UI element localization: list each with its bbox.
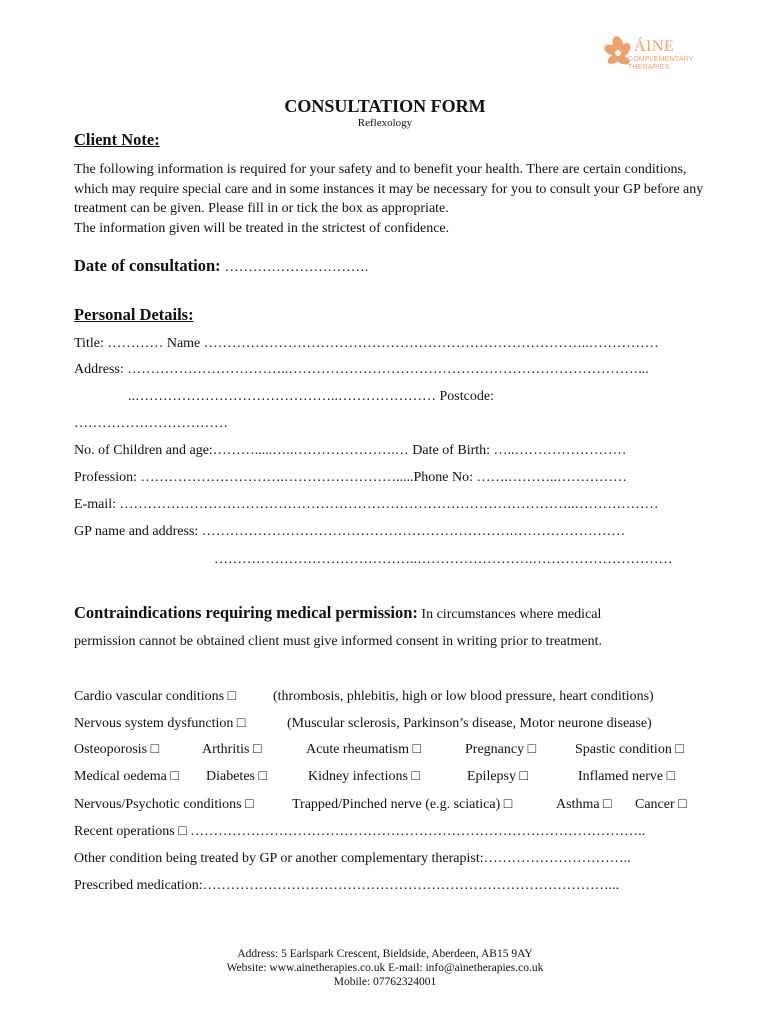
address-field-line1[interactable]: Address: ……………………………..…………………………………………………………………... — [74, 362, 649, 377]
cardio-details: (thrombosis, phlebitis, high or low blood pressure, heart conditions) — [273, 689, 654, 704]
contraindications-title: Contraindications requiring medical permission: — [74, 603, 418, 622]
personal-details-heading: Personal Details: — [74, 305, 194, 324]
footer-mobile: Mobile: 07762324001 — [333, 976, 437, 988]
checkbox-cardio-vascular[interactable]: Cardio vascular conditions □ — [74, 689, 237, 704]
footer-address: Address: 5 Earlspark Crescent, Bieldside, Aberdeen, AB15 9AY — [237, 948, 533, 960]
contraindications-heading — [74, 603, 601, 623]
company-logo — [604, 34, 704, 76]
checkbox-spastic-condition[interactable]: Spastic condition □ — [575, 742, 684, 757]
consent-text: permission cannot be obtained client must give informed consent in writing prior to treatment. — [74, 634, 602, 649]
client-note-heading: Client Note: — [74, 130, 160, 149]
logo-brand: ÁINE — [634, 38, 675, 55]
date-label: Date of consultation: — [74, 256, 221, 275]
checkbox-kidney-infections[interactable]: Kidney infections □ — [308, 769, 420, 784]
checkbox-inflamed-nerve[interactable]: Inflamed nerve □ — [578, 769, 676, 784]
client-note-paragraph: The following information is required for your safety and to benefit your health. There are certain conditions, which may require special care and in some instances it may be necessary for you to consult your GP before any treatment can be given. Please fill in or tick the box as appropriate. — [74, 162, 704, 216]
confidentiality-note: The information given will be treated in the strictest of confidence. — [74, 220, 450, 236]
checkbox-acute-rheumatism[interactable]: Acute rheumatism □ — [306, 742, 421, 757]
form-title: CONSULTATION FORM — [284, 96, 486, 116]
profession-phone-field[interactable]: Profession: ………………………….…………………….....Phone No: …….………..…………… — [74, 470, 627, 485]
address-postcode-field[interactable]: ..……………………………………..………………… Postcode: — [128, 389, 494, 404]
checkbox-cancer[interactable]: Cancer □ — [635, 797, 687, 812]
checkbox-asthma[interactable]: Asthma □ — [556, 797, 612, 812]
gp-address-field-line2[interactable]: ……………………………………..…………………….………………………… — [214, 552, 673, 567]
prescribed-medication-field[interactable]: Prescribed medication:……………………………………………………………………………... — [74, 878, 620, 893]
checkbox-nervous-psychotic[interactable]: Nervous/Psychotic conditions □ — [74, 797, 254, 812]
checkbox-pregnancy[interactable]: Pregnancy □ — [465, 742, 537, 757]
client-note-text — [74, 160, 704, 238]
checkbox-trapped-nerve[interactable]: Trapped/Pinched nerve (e.g. sciatica) □ — [292, 797, 513, 812]
contraindications-intro: In circumstances where medical — [417, 607, 602, 622]
title-name-field[interactable]: Title: ………… Name ………………………………………………………………………..…………… — [74, 336, 659, 351]
form-subtitle: Reflexology — [357, 117, 413, 129]
date-field[interactable]: …………………………. — [224, 260, 369, 275]
logo-line2: THERAPIES — [628, 64, 670, 71]
recent-operations-field[interactable]: Recent operations □ …………………………………………………………………………………….. — [74, 824, 646, 839]
checkbox-nervous-system[interactable]: Nervous system dysfunction □ — [74, 716, 246, 731]
address-field-line3[interactable]: …………………………… — [74, 416, 228, 431]
logo-line1: COMPLEMENTARY — [628, 56, 694, 63]
other-condition-field[interactable]: Other condition being treated by GP or another complementary therapist:………………………….. — [74, 851, 631, 866]
checkbox-osteoporosis[interactable]: Osteoporosis □ — [74, 742, 160, 757]
checkbox-arthritis[interactable]: Arthritis □ — [202, 742, 262, 757]
email-field[interactable]: E-mail: ……………………………………………………………………………………..……………… — [74, 497, 659, 512]
gp-address-field-line1[interactable]: GP name and address: ………………………………………………………….…………………… — [74, 524, 626, 539]
checkbox-diabetes[interactable]: Diabetes □ — [206, 769, 267, 784]
footer-web-email: Website: www.ainetherapies.co.uk E-mail: info@ainetherapies.co.uk — [226, 962, 544, 974]
checkbox-medical-oedema[interactable]: Medical oedema □ — [74, 769, 179, 784]
children-dob-field[interactable]: No. of Children and age:……….....…..………………….… Date of Birth: …..…………………… — [74, 443, 627, 458]
nervous-system-details: (Muscular sclerosis, Parkinson’s disease, Motor neurone disease) — [287, 716, 652, 731]
checkbox-epilepsy[interactable]: Epilepsy □ — [467, 769, 528, 784]
date-of-consultation — [74, 256, 368, 276]
